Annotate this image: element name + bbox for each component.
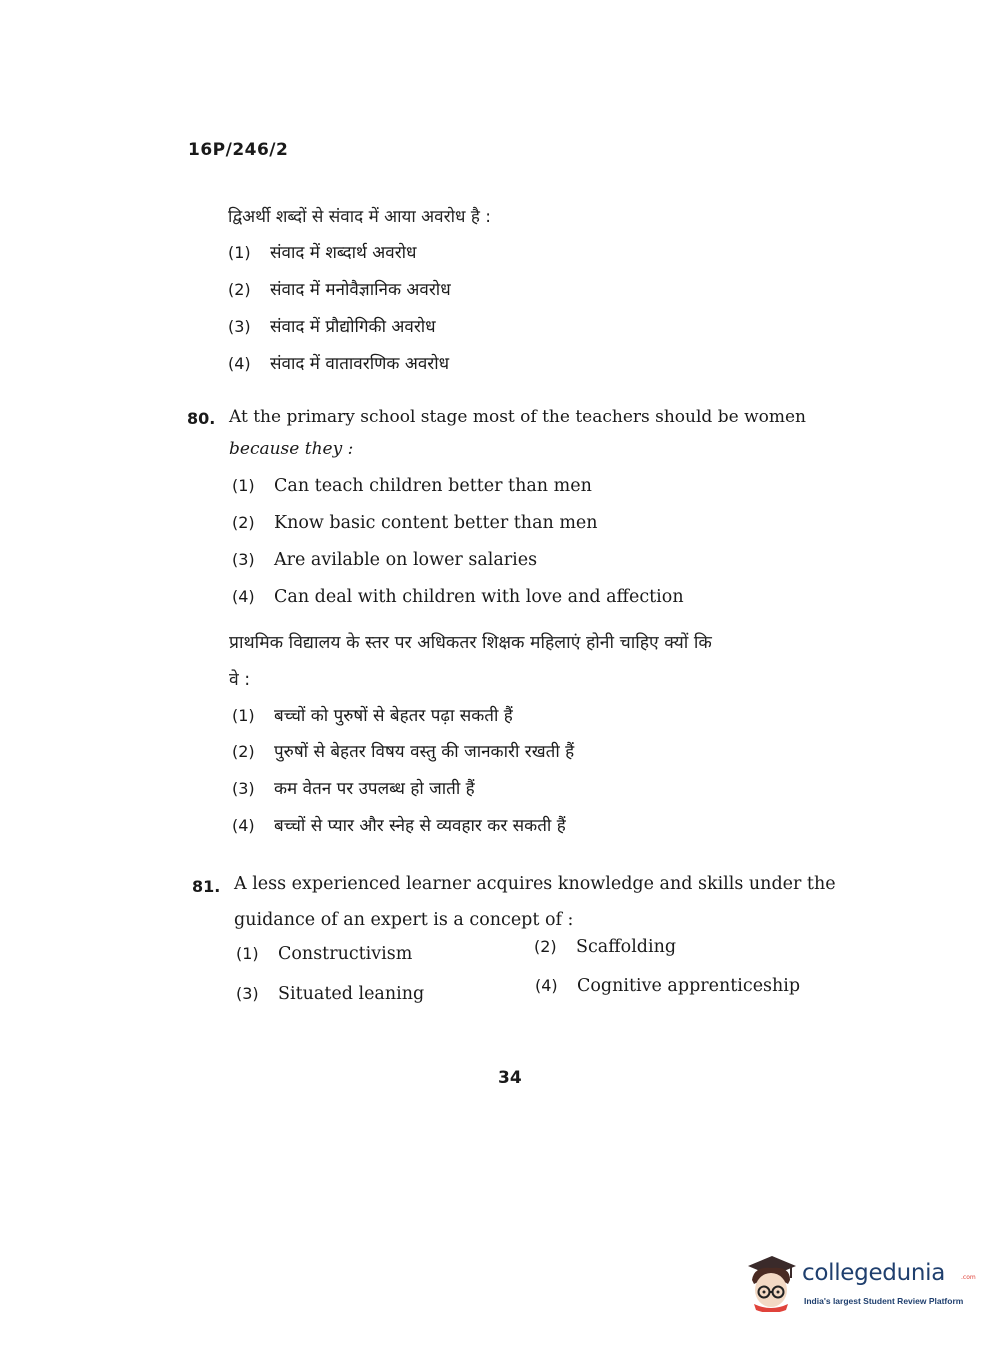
option-number: (2) <box>228 280 251 299</box>
q80-stem <box>229 401 806 465</box>
q79-option-3 <box>228 314 436 337</box>
option-text: Know basic content better than men <box>274 513 598 533</box>
q80-hindi-stem-line-2: वे : <box>229 670 251 690</box>
brand-name: collegedunia <box>802 1260 946 1286</box>
option-number: (4) <box>535 976 558 995</box>
q80-hindi-option-2 <box>232 739 574 762</box>
q81-option-2 <box>534 937 676 957</box>
option-text: संवाद में प्रौद्योगिकी अवरोध <box>270 317 436 337</box>
paper-code: 16P/246/2 <box>188 140 289 160</box>
option-number: (2) <box>232 742 255 761</box>
option-number: (4) <box>232 587 255 606</box>
q81-option-4 <box>535 976 800 996</box>
brand-suffix: .com <box>961 1274 976 1281</box>
collegedunia-watermark <box>742 1250 976 1316</box>
q79-hindi-stem: द्विअर्थी शब्दों से संवाद में आया अवरोध है : <box>228 207 491 227</box>
option-text: बच्चों से प्यार और स्नेह से व्यवहार कर सकती हैं <box>274 816 566 836</box>
q80-hindi-option-1 <box>232 703 513 726</box>
option-number: (3) <box>232 779 255 798</box>
option-number: (2) <box>232 513 255 532</box>
option-number: (4) <box>232 816 255 835</box>
q80-hindi-option-4 <box>232 813 566 836</box>
option-number: (3) <box>236 984 259 1003</box>
q80-hindi-option-3 <box>232 776 475 799</box>
option-text: बच्चों को पुरुषों से बेहतर पढ़ा सकती हैं <box>274 706 513 726</box>
q80-number: 80. <box>187 409 216 428</box>
option-text: पुरुषों से बेहतर विषय वस्तु की जानकारी रखती हैं <box>274 742 575 762</box>
q81-number: 81. <box>192 877 221 896</box>
q80-hindi-stem-line-1: प्राथमिक विद्यालय के स्तर पर अधिकतर शिक्षक महिलाएं होनी चाहिए क्यों कि <box>229 633 712 653</box>
brand-tagline: India's largest Student Review Platform <box>804 1296 964 1306</box>
q80-stem-line-2: because they : <box>229 439 354 459</box>
q79-option-1 <box>228 240 417 263</box>
q80-option-3 <box>232 550 537 570</box>
q80-stem-line-1: At the primary school stage most of the teachers should be women <box>229 407 806 427</box>
option-text: Cognitive apprenticeship <box>577 976 801 996</box>
option-text: Scaffolding <box>576 937 677 957</box>
option-text: Situated leaning <box>278 984 425 1004</box>
q80-option-4 <box>232 587 684 607</box>
q81-stem-line-2: guidance of an expert is a concept of : <box>234 910 574 930</box>
option-number: (1) <box>236 944 259 963</box>
q80-option-2 <box>232 513 598 533</box>
q80-option-1 <box>232 476 592 496</box>
q81-option-3 <box>236 984 424 1004</box>
q79-option-2 <box>228 277 451 300</box>
q81-option-1 <box>236 944 412 964</box>
option-number: (1) <box>232 476 255 495</box>
option-text: संवाद में मनोवैज्ञानिक अवरोध <box>270 280 451 300</box>
q79-option-4 <box>228 351 449 374</box>
option-number: (3) <box>228 317 251 336</box>
option-text: कम वेतन पर उपलब्ध हो जाती हैं <box>274 779 475 799</box>
option-number: (2) <box>534 937 557 956</box>
option-number: (4) <box>228 354 251 373</box>
option-text: Can teach children better than men <box>274 476 592 496</box>
option-text: संवाद में वातावरणिक अवरोध <box>270 354 450 374</box>
q81-stem-line-1: A less experienced learner acquires knowledge and skills under the <box>234 874 836 894</box>
option-number: (1) <box>232 706 255 725</box>
page-number: 34 <box>498 1068 522 1088</box>
option-text: Constructivism <box>278 944 413 964</box>
option-text: Are avilable on lower salaries <box>274 550 538 570</box>
mascot-icon <box>742 1250 800 1312</box>
option-number: (1) <box>228 243 251 262</box>
option-text: संवाद में शब्दार्थ अवरोध <box>270 243 417 263</box>
option-number: (3) <box>232 550 255 569</box>
q81-stem <box>234 866 836 938</box>
option-text: Can deal with children with love and affection <box>274 587 684 607</box>
